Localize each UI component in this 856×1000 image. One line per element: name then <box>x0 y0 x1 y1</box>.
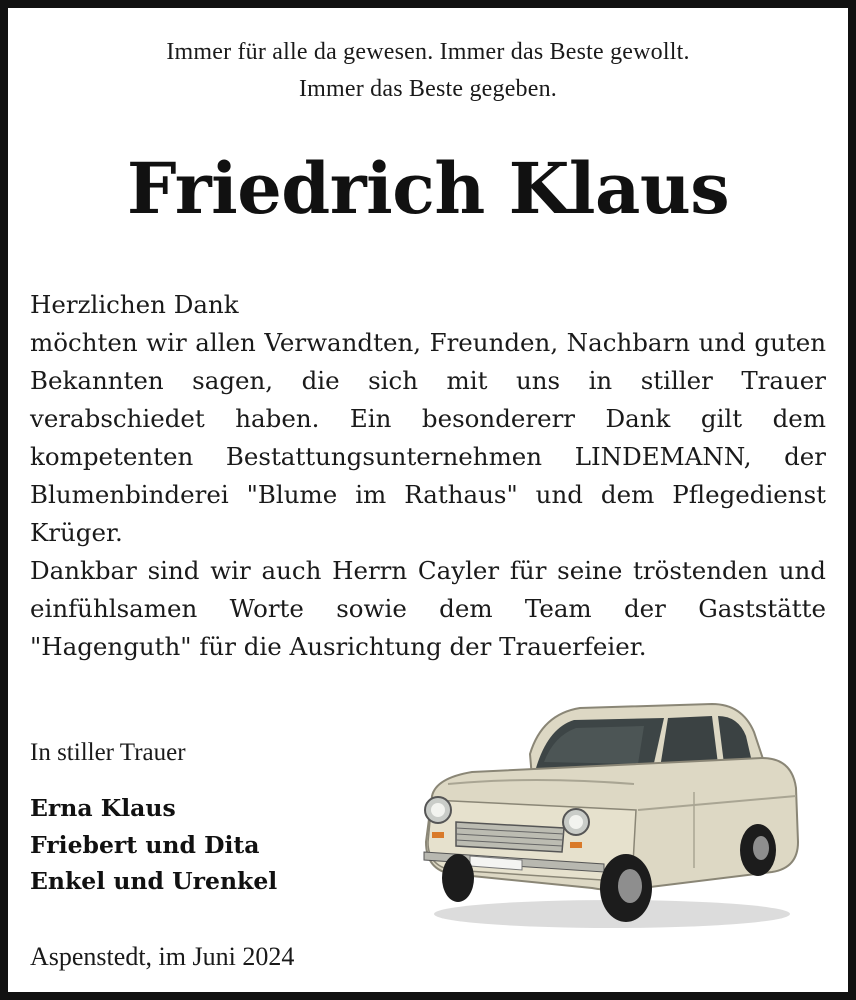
signer-1: Erna Klaus <box>30 794 176 822</box>
place-date: Aspenstedt, im Juni 2024 <box>30 942 295 971</box>
closing-line: In stiller Trauer <box>30 739 186 766</box>
deceased-name: Friedrich Klaus <box>126 147 730 230</box>
paragraph-2: Dankbar sind wir auch Herrn Cayler für seine tröstenden und einfühlsamen Worte sowie dem Team der Gaststätte "Hagenguth" für die Ausrichtung der Trauerfeier. <box>30 556 826 661</box>
classic-car-image <box>412 692 804 930</box>
greeting: Herzlichen Dank <box>30 290 239 319</box>
signers-list <box>30 790 277 900</box>
thank-you-text <box>30 286 826 666</box>
motto-line-2: Immer das Beste gegeben. <box>298 76 558 102</box>
paragraph-1: möchten wir allen Verwandten, Freunden, Nachbarn und guten Bekannten sagen, die sich mit uns in stiller Trauer verabschiedet haben. Ein besondererr Dank gilt dem kompetenten Bestattungsunternehmen LINDEMANN, der Blumenbinderei "Blume im Rathaus" und dem Pflegedienst Krüger. <box>30 328 826 547</box>
signer-3: Enkel und Urenkel <box>30 867 278 895</box>
motto-line-1: Immer für alle da gewesen. Immer das Beste gewollt. <box>166 39 690 65</box>
motto <box>8 34 848 108</box>
signer-2: Friebert und Dita <box>30 830 260 859</box>
